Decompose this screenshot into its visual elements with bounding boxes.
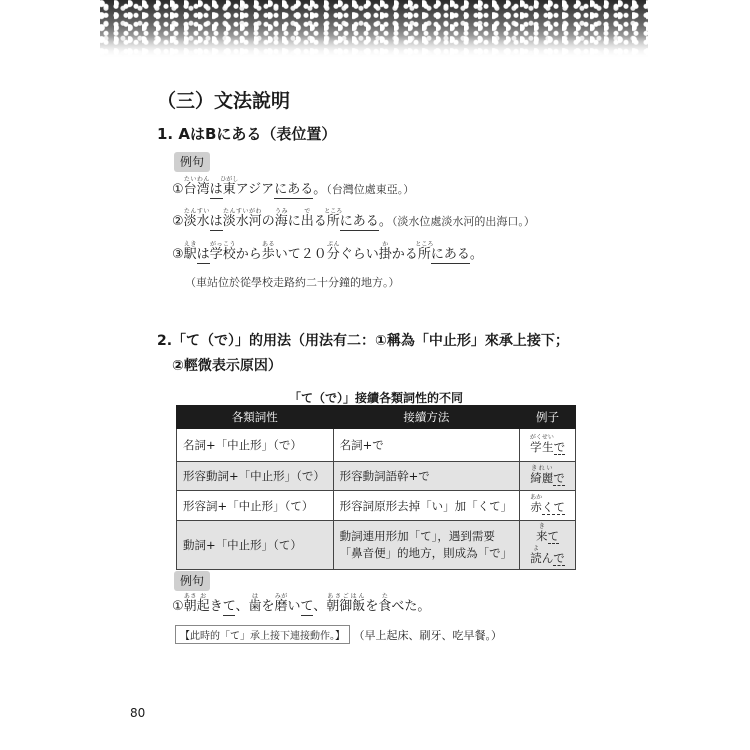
page-number: 80 [130, 706, 146, 720]
example-sentence-4: ①朝あさ起おきて、歯はを磨みがいて、朝御飯あさごはんを食たべた。 [172, 593, 431, 614]
grammar-point-2-title-line1: 2.「て（で）」的用法（用法有二：①稱為「中止形」來承上接下； [157, 333, 569, 349]
example-label-2: 例句 [174, 571, 210, 591]
usage-note: 【此時的「て」承上接下連接動作。】 [175, 625, 350, 644]
table-cell-method: 名詞+で [333, 429, 520, 462]
table-cell-pos: 名詞+「中止形」（で） [177, 429, 334, 462]
grammar-point-1-title: 1. AはBにある（表位置） [157, 125, 337, 143]
example-sentence-3: ③駅えきは学校がっこうから歩あるいて２０分ぷんぐらい掛かかる所ところにある。 [172, 241, 483, 262]
table-cell-method: 形容動詞語幹+で [333, 462, 520, 491]
conjugation-table [176, 405, 576, 570]
table-cell-method: 形容詞原形去掉「い」加「くて」 [333, 491, 520, 521]
table-cell-pos: 動詞+「中止形」（て） [177, 521, 334, 570]
table-cell-pos: 形容動詞+「中止形」（で） [177, 462, 334, 491]
example-sentence-1: ①台湾たいわんは東ひがしアジアにある。（台灣位處東亞。） [172, 176, 415, 197]
table-caption: 「て（で）」接續各類詞性的不同 [288, 391, 463, 405]
table-cell-example: 学生がくせいで [520, 429, 576, 462]
example-label: 例句 [174, 152, 210, 172]
table-header-pos: 各類詞性 [177, 406, 334, 429]
grammar-point-2-title-line2: ②輕微表示原因） [172, 358, 282, 374]
table-row [177, 521, 576, 570]
example-note-row [175, 625, 502, 644]
example-2-translation: （淡水位處淡水河的出海口。） [391, 215, 535, 228]
table-header-row [177, 406, 576, 429]
table-cell-example: 赤あかくて [520, 491, 576, 521]
example-3-translation: （車站位於從學校走路約二十分鐘的地方。） [185, 276, 400, 289]
table-header-method: 接續方法 [333, 406, 520, 429]
table-cell-method-line2: 「鼻音便」的地方，則成為「で」 [339, 546, 513, 560]
table-row [177, 491, 576, 521]
table-row [177, 462, 576, 491]
table-cell-pos: 形容詞+「中止形」（て） [177, 491, 334, 521]
table-header-example: 例子 [520, 406, 576, 429]
table-cell-example: 綺麗きれいで [520, 462, 576, 491]
example-4-translation: （早上起床、刷牙、吃早餐。） [353, 629, 502, 642]
section-heading: （三）文法說明 [157, 90, 291, 112]
example-1-translation: （台灣位處東亞。） [326, 183, 415, 196]
table-cell-method [333, 521, 520, 570]
decorative-banner [100, 0, 648, 58]
table-cell-method-line1: 動詞連用形加「て」，遇到需要 [339, 529, 495, 543]
table-cell-example: 来きて 読よんで [520, 521, 576, 570]
example-sentence-2: ②淡水たんすいは淡水河たんすいがわの海うみに出でる所ところにある。（淡水位處淡水河的出海口。） [172, 208, 535, 229]
table-row [177, 429, 576, 462]
